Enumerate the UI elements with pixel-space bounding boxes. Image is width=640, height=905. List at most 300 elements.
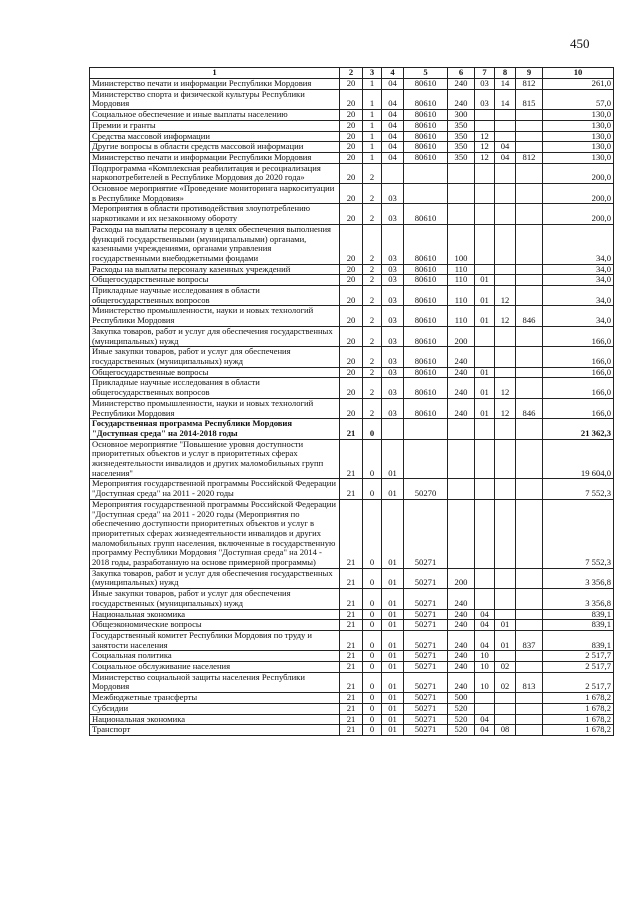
col-8: [495, 163, 516, 183]
col-3: 0: [363, 703, 382, 714]
row-name: Министерство социальной защиты населения Республики Мордовия: [90, 672, 340, 692]
col-7: [475, 419, 495, 439]
col-4: 04: [382, 131, 404, 142]
col-5: 80610: [404, 326, 448, 346]
table-row: [90, 184, 614, 204]
col-5: 80610: [404, 275, 448, 286]
budget-table: [89, 67, 614, 736]
col-4: 03: [382, 398, 404, 418]
col-6: [448, 184, 475, 204]
table-row: [90, 630, 614, 650]
col-6: 240: [448, 398, 475, 418]
col-4: 04: [382, 110, 404, 121]
col-7: 12: [475, 152, 495, 163]
row-name: Иные закупки товаров, работ и услуг для обеспечения государственных (муниципальных) нужд: [90, 589, 340, 609]
col-2: 20: [340, 89, 363, 109]
col-8: 12: [495, 398, 516, 418]
col-8: [495, 131, 516, 142]
row-name: Министерство спорта и физической культуры Республики Мордовия: [90, 89, 340, 109]
col-5: 80610: [404, 142, 448, 153]
col-2: 21: [340, 499, 363, 568]
col-header-7: 7: [475, 68, 495, 79]
col-3: 2: [363, 347, 382, 367]
col-5: 80610: [404, 120, 448, 131]
col-9: [516, 419, 543, 439]
table-row: [90, 110, 614, 121]
col-8: [495, 184, 516, 204]
row-amount: 7 552,3: [543, 479, 614, 499]
col-4: 01: [382, 620, 404, 631]
row-name: Министерство печати и информации Республики Мордовия: [90, 152, 340, 163]
row-amount: 1 678,2: [543, 725, 614, 736]
col-9: [516, 479, 543, 499]
col-5: 50271: [404, 630, 448, 650]
row-amount: 130,0: [543, 131, 614, 142]
col-3: 1: [363, 142, 382, 153]
col-7: [475, 693, 495, 704]
col-3: 2: [363, 326, 382, 346]
table-row: [90, 306, 614, 326]
col-5: 80610: [404, 306, 448, 326]
col-5: [404, 163, 448, 183]
col-7: 01: [475, 398, 495, 418]
col-9: 846: [516, 306, 543, 326]
row-name: Основное мероприятие «Проведение мониторинга наркоситуации в Республике Мордовия»: [90, 184, 340, 204]
col-4: 01: [382, 479, 404, 499]
row-name: Подпрограмма «Комплексная реабилитация и ресоциализация наркопотребителей в Республике Мордовия до 2020 года»: [90, 163, 340, 183]
col-6: 240: [448, 378, 475, 398]
table-row: [90, 651, 614, 662]
col-4: [382, 419, 404, 439]
col-5: 50271: [404, 693, 448, 704]
row-amount: 166,0: [543, 378, 614, 398]
col-6: 240: [448, 609, 475, 620]
col-5: 50271: [404, 662, 448, 673]
col-2: 20: [340, 131, 363, 142]
col-header-2: 2: [340, 68, 363, 79]
row-amount: 2 517,7: [543, 662, 614, 673]
col-8: [495, 714, 516, 725]
col-4: 01: [382, 725, 404, 736]
row-name: Мероприятия государственной программы Российской Федерации "Доступная среда" на 2011 - 2020 годы: [90, 479, 340, 499]
col-5: 80610: [404, 89, 448, 109]
col-9: [516, 275, 543, 286]
row-amount: 34,0: [543, 275, 614, 286]
row-amount: 2 517,7: [543, 651, 614, 662]
col-3: 2: [363, 184, 382, 204]
col-5: [404, 439, 448, 479]
col-3: 0: [363, 662, 382, 673]
col-9: [516, 662, 543, 673]
col-9: [516, 204, 543, 224]
table-row: [90, 163, 614, 183]
col-3: 2: [363, 378, 382, 398]
row-amount: 200,0: [543, 204, 614, 224]
table-row: [90, 714, 614, 725]
col-7: [475, 264, 495, 275]
col-6: 110: [448, 275, 475, 286]
col-9: [516, 693, 543, 704]
col-3: 0: [363, 620, 382, 631]
col-7: 10: [475, 662, 495, 673]
table-row: [90, 725, 614, 736]
col-4: 01: [382, 589, 404, 609]
col-4: 01: [382, 703, 404, 714]
col-9: 846: [516, 398, 543, 418]
col-6: [448, 419, 475, 439]
col-7: [475, 184, 495, 204]
col-2: 20: [340, 264, 363, 275]
row-name: Министерство печати и информации Республики Мордовия: [90, 79, 340, 90]
col-9: [516, 589, 543, 609]
col-7: 03: [475, 79, 495, 90]
col-9: [516, 439, 543, 479]
row-name: Общегосударственные вопросы: [90, 367, 340, 378]
col-9: [516, 725, 543, 736]
table-row: [90, 479, 614, 499]
col-header-6: 6: [448, 68, 475, 79]
col-2: 21: [340, 672, 363, 692]
col-5: 80610: [404, 224, 448, 264]
col-5: 80610: [404, 110, 448, 121]
col-8: 02: [495, 662, 516, 673]
row-name: Расходы на выплаты персоналу казенных учреждений: [90, 264, 340, 275]
col-4: 03: [382, 275, 404, 286]
col-8: [495, 499, 516, 568]
col-4: 01: [382, 439, 404, 479]
col-header-amount: 10: [543, 68, 614, 79]
col-8: [495, 651, 516, 662]
row-amount: 166,0: [543, 326, 614, 346]
col-4: 03: [382, 204, 404, 224]
row-amount: 3 356,8: [543, 568, 614, 588]
col-6: [448, 204, 475, 224]
col-3: 0: [363, 479, 382, 499]
row-amount: 1 678,2: [543, 703, 614, 714]
col-4: 01: [382, 693, 404, 704]
col-6: [448, 163, 475, 183]
col-3: 1: [363, 110, 382, 121]
col-header-9: 9: [516, 68, 543, 79]
col-3: 0: [363, 589, 382, 609]
col-7: 01: [475, 367, 495, 378]
col-9: [516, 499, 543, 568]
col-header-3: 3: [363, 68, 382, 79]
col-5: 50271: [404, 499, 448, 568]
col-8: [495, 224, 516, 264]
col-5: 50271: [404, 672, 448, 692]
col-6: 240: [448, 589, 475, 609]
col-3: 2: [363, 398, 382, 418]
col-9: [516, 163, 543, 183]
col-3: 2: [363, 286, 382, 306]
col-7: [475, 224, 495, 264]
col-3: 1: [363, 79, 382, 90]
row-name: Общегосударственные вопросы: [90, 275, 340, 286]
row-name: Прикладные научные исследования в области общегосударственных вопросов: [90, 378, 340, 398]
col-4: 01: [382, 672, 404, 692]
table-row: [90, 326, 614, 346]
col-9: 813: [516, 672, 543, 692]
col-7: [475, 568, 495, 588]
col-2: 21: [340, 630, 363, 650]
col-5: 80610: [404, 264, 448, 275]
col-8: [495, 110, 516, 121]
col-7: [475, 589, 495, 609]
row-amount: 34,0: [543, 286, 614, 306]
row-amount: 34,0: [543, 264, 614, 275]
col-8: 01: [495, 630, 516, 650]
col-4: 01: [382, 630, 404, 650]
col-9: [516, 703, 543, 714]
col-8: 12: [495, 306, 516, 326]
col-header-name: 1: [90, 68, 340, 79]
table-row: [90, 419, 614, 439]
col-7: 04: [475, 714, 495, 725]
col-4: 04: [382, 120, 404, 131]
table-row: [90, 120, 614, 131]
col-4: 01: [382, 568, 404, 588]
col-9: 812: [516, 79, 543, 90]
table-row: [90, 224, 614, 264]
col-2: 20: [340, 367, 363, 378]
row-amount: 1 678,2: [543, 714, 614, 725]
table-row: [90, 275, 614, 286]
row-name: Премии и гранты: [90, 120, 340, 131]
col-9: [516, 568, 543, 588]
col-header-8: 8: [495, 68, 516, 79]
col-7: [475, 479, 495, 499]
col-8: 04: [495, 152, 516, 163]
col-2: 20: [340, 398, 363, 418]
row-name: Общеэкономические вопросы: [90, 620, 340, 631]
col-9: [516, 110, 543, 121]
row-amount: 1 678,2: [543, 693, 614, 704]
row-name: Государственный комитет Республики Мордовия по труду и занятости населения: [90, 630, 340, 650]
col-8: 14: [495, 89, 516, 109]
col-6: 240: [448, 662, 475, 673]
col-7: 03: [475, 89, 495, 109]
col-3: 0: [363, 439, 382, 479]
col-2: 20: [340, 184, 363, 204]
col-5: 80610: [404, 286, 448, 306]
col-9: 837: [516, 630, 543, 650]
col-5: 50270: [404, 479, 448, 499]
col-6: [448, 499, 475, 568]
col-6: 240: [448, 651, 475, 662]
col-7: 12: [475, 142, 495, 153]
row-amount: 130,0: [543, 152, 614, 163]
col-5: 50271: [404, 568, 448, 588]
col-3: 0: [363, 630, 382, 650]
col-8: [495, 479, 516, 499]
col-2: 21: [340, 609, 363, 620]
col-2: 20: [340, 326, 363, 346]
col-5: 50271: [404, 589, 448, 609]
col-4: 01: [382, 609, 404, 620]
col-5: [404, 419, 448, 439]
col-2: 21: [340, 714, 363, 725]
col-7: [475, 120, 495, 131]
row-amount: 21 362,3: [543, 419, 614, 439]
row-name: Социальное обслуживание населения: [90, 662, 340, 673]
col-3: 0: [363, 672, 382, 692]
row-amount: 19 604,0: [543, 439, 614, 479]
table-row: [90, 398, 614, 418]
row-name: Закупка товаров, работ и услуг для обеспечения государственных (муниципальных) нужд: [90, 326, 340, 346]
row-amount: 839,1: [543, 630, 614, 650]
col-5: 50271: [404, 651, 448, 662]
col-8: 08: [495, 725, 516, 736]
col-3: 0: [363, 714, 382, 725]
col-2: 21: [340, 703, 363, 714]
col-2: 20: [340, 163, 363, 183]
col-5: 50271: [404, 714, 448, 725]
col-4: 04: [382, 79, 404, 90]
col-7: 01: [475, 286, 495, 306]
col-9: [516, 120, 543, 131]
row-amount: 166,0: [543, 398, 614, 418]
col-9: 815: [516, 89, 543, 109]
col-6: [448, 479, 475, 499]
col-5: 80610: [404, 398, 448, 418]
col-5: 80610: [404, 347, 448, 367]
col-6: [448, 439, 475, 479]
col-2: 20: [340, 152, 363, 163]
col-5: 50271: [404, 609, 448, 620]
col-7: 04: [475, 609, 495, 620]
col-7: 01: [475, 306, 495, 326]
col-7: [475, 163, 495, 183]
col-2: 20: [340, 142, 363, 153]
row-name: Мероприятия государственной программы Российской Федерации "Доступная среда" на 2011 - 2020 годы (Мероприятия по обеспечению доступности приоритетных объектов и услуг в приоритетных сферах жизнедеятельности инвалидов и других маломобильных групп населения, включенные в государственную программу Республики Мордовия "Доступная среда" на 2014 - 2018 годы, разработанную на основе примерной программы): [90, 499, 340, 568]
col-7: [475, 347, 495, 367]
col-8: [495, 609, 516, 620]
col-7: 01: [475, 378, 495, 398]
col-5: 50271: [404, 725, 448, 736]
col-9: [516, 326, 543, 346]
col-3: 2: [363, 306, 382, 326]
row-name: Мероприятия в области противодействия злоупотреблению наркотиками и их незаконному обороту: [90, 204, 340, 224]
col-9: [516, 286, 543, 306]
col-4: 01: [382, 714, 404, 725]
col-4: 03: [382, 286, 404, 306]
table-row: [90, 703, 614, 714]
row-name: Средства массовой информации: [90, 131, 340, 142]
row-name: Национальная экономика: [90, 609, 340, 620]
col-6: 240: [448, 630, 475, 650]
col-6: 240: [448, 347, 475, 367]
col-3: 0: [363, 693, 382, 704]
row-name: Социальное обеспечение и иные выплаты населению: [90, 110, 340, 121]
col-8: [495, 589, 516, 609]
col-6: 500: [448, 693, 475, 704]
table-row: [90, 89, 614, 109]
col-6: 240: [448, 89, 475, 109]
row-name: Основное мероприятие "Повышение уровня доступности приоритетных объектов и услуг в приоритетных сферах жизнедеятельности инвалидов и других маломобильных групп населения": [90, 439, 340, 479]
row-name: Иные закупки товаров, работ и услуг для обеспечения государственных (муниципальных) нужд: [90, 347, 340, 367]
col-9: [516, 367, 543, 378]
col-3: 2: [363, 367, 382, 378]
col-4: 03: [382, 347, 404, 367]
col-9: 812: [516, 152, 543, 163]
row-name: Транспорт: [90, 725, 340, 736]
col-4: 03: [382, 264, 404, 275]
row-amount: 839,1: [543, 620, 614, 631]
row-amount: 200,0: [543, 163, 614, 183]
col-2: 20: [340, 204, 363, 224]
table-row: [90, 367, 614, 378]
row-amount: 261,0: [543, 79, 614, 90]
col-6: 240: [448, 367, 475, 378]
col-9: [516, 620, 543, 631]
col-8: [495, 275, 516, 286]
col-6: 200: [448, 326, 475, 346]
col-9: [516, 264, 543, 275]
col-9: [516, 651, 543, 662]
col-9: [516, 347, 543, 367]
col-2: 21: [340, 620, 363, 631]
col-3: 1: [363, 120, 382, 131]
col-6: 350: [448, 131, 475, 142]
page-number: 450: [570, 36, 590, 51]
col-5: 80610: [404, 79, 448, 90]
col-4: 03: [382, 184, 404, 204]
table-row: [90, 204, 614, 224]
col-2: 20: [340, 347, 363, 367]
row-name: Министерство промышленности, науки и новых технологий Республики Мордовия: [90, 306, 340, 326]
col-3: 0: [363, 419, 382, 439]
col-7: 04: [475, 620, 495, 631]
col-2: 21: [340, 662, 363, 673]
row-amount: 3 356,8: [543, 589, 614, 609]
row-amount: 130,0: [543, 142, 614, 153]
col-8: [495, 419, 516, 439]
row-name: Социальная политика: [90, 651, 340, 662]
row-name: Субсидии: [90, 703, 340, 714]
row-name: Межбюджетные трансферты: [90, 693, 340, 704]
row-amount: 130,0: [543, 110, 614, 121]
col-8: 12: [495, 378, 516, 398]
col-5: 80610: [404, 131, 448, 142]
col-9: [516, 224, 543, 264]
col-6: 350: [448, 120, 475, 131]
col-8: 12: [495, 286, 516, 306]
col-6: 300: [448, 110, 475, 121]
col-9: [516, 131, 543, 142]
col-8: [495, 120, 516, 131]
row-name: Прикладные научные исследования в области общегосударственных вопросов: [90, 286, 340, 306]
row-amount: 166,0: [543, 347, 614, 367]
col-9: [516, 378, 543, 398]
col-6: 240: [448, 620, 475, 631]
col-8: [495, 347, 516, 367]
col-2: 21: [340, 725, 363, 736]
row-amount: 57,0: [543, 89, 614, 109]
col-7: [475, 439, 495, 479]
col-2: 20: [340, 79, 363, 90]
col-7: 10: [475, 672, 495, 692]
col-2: 20: [340, 286, 363, 306]
col-6: 350: [448, 152, 475, 163]
col-5: 80610: [404, 378, 448, 398]
col-3: 2: [363, 204, 382, 224]
col-3: 0: [363, 651, 382, 662]
row-amount: 7 552,3: [543, 499, 614, 568]
col-6: 110: [448, 286, 475, 306]
col-8: [495, 326, 516, 346]
col-6: 240: [448, 672, 475, 692]
